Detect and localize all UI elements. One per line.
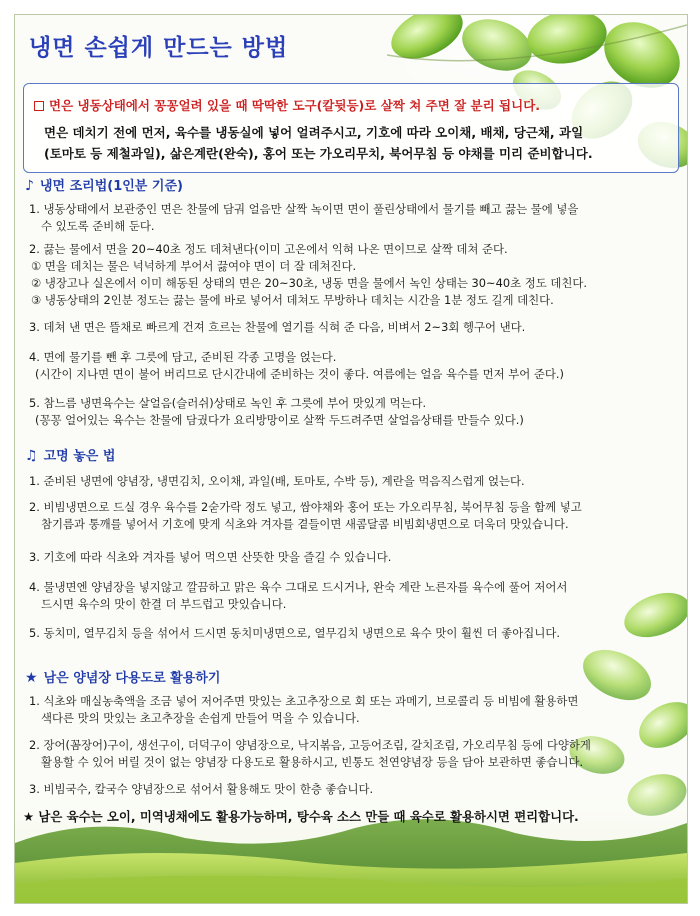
final-note-text: 남은 육수는 오이, 미역냉채에도 활용가능하며, 탕수육 소스 만들 때 육수로 활용하시면 편리합니다. — [38, 809, 579, 824]
item-line: ② 냉장고나 실온에서 이미 해동된 상태의 면은 20~30초, 냉동 면을 물에서 녹인 상태는 30~40초 정도 데친다. — [31, 276, 587, 290]
note-text: 면은 냉동상태에서 꽁꽁얼려 있을 때 딱딱한 도구(칼뒷등)로 살짝 쳐 주면 잘 분리 됩니다. — [49, 98, 541, 113]
music-note-icon: ♪ — [25, 178, 34, 194]
final-note — [23, 807, 683, 825]
item-line: 활용할 수 있어 버릴 것이 없는 양념장 다용도로 활용하시고, 빈통도 천연양념장 등을 담아 보관하면 좋습니다. — [41, 755, 584, 769]
item-line: (시간이 지나면 면이 불어 버리므로 단시간내에 준비하는 것이 좋다. 여름에는 얼음 육수를 먼저 부어 준다.) — [35, 367, 564, 381]
list-item — [27, 549, 667, 566]
prep-line: (토마토 등 제철과일), 삶은계란(완숙), 홍어 또는 가오리무치, 북어무침 등 야채를 미리 준비합니다. — [44, 146, 593, 161]
item-line: 5. 동치미, 열무김치 등을 섞어서 드시면 동치미냉면으로, 열무김치 냉면으로 육수 맛이 훨씬 더 좋아집니다. — [29, 626, 560, 640]
item-line: 참기름과 통깨를 넣어서 기호에 맞게 식초와 겨자를 곁들이면 새콤달콤 비빔회냉면으로 더욱더 맛있습니다. — [41, 517, 569, 531]
item-line: 4. 면에 물기를 뺀 후 그릇에 담고, 준비된 각종 고명을 얹는다. — [29, 350, 337, 364]
item-line: 5. 참느름 냉면육수는 살얼음(슬러쉬)상태로 녹인 후 그릇에 부어 맛있게 먹는다. — [29, 396, 427, 410]
intro-box — [23, 83, 679, 173]
list-item — [27, 319, 667, 336]
item-line: 1. 준비된 냉면에 양념장, 냉면김치, 오이채, 과일(배, 토마토, 수박 등), 계란을 먹음직스럽게 얹는다. — [29, 474, 525, 488]
square-bullet-icon — [34, 101, 44, 111]
list-item — [27, 349, 667, 383]
item-line: 드시면 육수의 맛이 한결 더 부드럽고 맛있습니다. — [41, 597, 287, 611]
list-item — [27, 579, 667, 613]
item-line: 2. 끓는 물에서 면을 20~40초 정도 데쳐낸다(이미 고온에서 익혀 나온 면이므로 살짝 데쳐 준다. — [29, 242, 508, 256]
green-hills-landscape — [15, 783, 687, 903]
prep-line: 면은 데치기 전에 먼저, 육수를 냉동실에 넣어 얼려주시고, 기호에 따라 오이채, 배채, 당근채, 과일 — [44, 125, 584, 140]
section-heading-text: 냉면 조리법(1인분 기준) — [39, 179, 183, 194]
list-item — [27, 499, 667, 533]
item-line: ③ 냉동상태의 2인분 정도는 끓는 물에 바로 넣어서 데쳐도 무방하나 데치는 시간을 1분 정도 길게 데친다. — [31, 293, 554, 307]
list-item — [27, 737, 667, 771]
section-heading-sauce — [25, 667, 220, 686]
item-line: 4. 물냉면엔 양념장을 넣지않고 깔끔하고 맑은 육수 그대로 드시거나, 완숙 계란 노른자를 육수에 풀어 저어서 — [29, 580, 568, 594]
item-line: 3. 데쳐 낸 면은 뜰채로 빠르게 건져 흐르는 찬물에 열기를 식혀 준 다음, 비벼서 2~3회 헹구어 낸다. — [29, 320, 526, 334]
star-icon: ★ — [25, 670, 38, 686]
section-heading-text: 남은 양념장 다용도로 활용하기 — [43, 671, 221, 686]
star-icon: ★ — [23, 809, 39, 824]
page-title: 냉면 손쉽게 만드는 방법 — [29, 35, 289, 61]
page — [14, 14, 688, 904]
item-line: 1. 식초와 매실농축액을 조금 넣어 저어주면 맛있는 초고추장으로 회 또는 과메기, 브로콜리 등 비빔에 활용하면 — [29, 694, 579, 708]
section-heading-garnish — [25, 445, 115, 464]
item-line: ① 면을 데치는 물은 넉넉하게 부어서 끓여야 면이 더 잘 데쳐진다. — [31, 259, 357, 273]
list-item — [27, 241, 667, 309]
item-line: 수 있도록 준비해 둔다. — [41, 219, 155, 233]
section-heading-text: 고명 놓은 법 — [43, 449, 116, 464]
item-line: 2. 비빔냉면으로 드실 경우 육수를 2숟가락 정도 넣고, 쌈야채와 홍어 또는 가오리무침, 북어무침 등을 함께 넣고 — [29, 500, 582, 514]
section-heading-recipe — [25, 175, 183, 194]
item-line: 3. 기호에 따라 식초와 겨자를 넣어 먹으면 산뜻한 맛을 즐길 수 있습니다. — [29, 550, 392, 564]
item-line: 2. 장어(꼼장어)구이, 생선구이, 더덕구이 양념장으로, 낙지볶음, 고등어조림, 갈치조림, 가오리무침 등에 다양하게 — [29, 738, 591, 752]
list-item — [27, 693, 667, 727]
item-line: (꽁꽁 얼어있는 육수는 찬물에 담궜다가 요리방망이로 살짝 두드려주면 살얼음상태를 만들수 있다.) — [35, 413, 524, 427]
separation-note — [34, 96, 540, 114]
list-item — [27, 201, 667, 235]
music-note-icon: ♫ — [25, 448, 38, 464]
list-item — [27, 781, 667, 798]
item-line: 색다른 맛의 맛있는 초고추장을 손쉽게 만들어 먹을 수 있습니다. — [41, 711, 360, 725]
list-item — [27, 473, 667, 490]
list-item — [27, 625, 667, 642]
item-line: 1. 냉동상태에서 보관중인 면은 찬물에 담궈 얼음만 살짝 녹이면 면이 풀린상태에서 물기를 빼고 끓는 물에 넣을 — [29, 202, 579, 216]
list-item — [27, 395, 667, 429]
prep-text — [44, 122, 674, 164]
item-line: 3. 비빔국수, 칼국수 양념장으로 섞어서 활용해도 맛이 한층 좋습니다. — [29, 782, 374, 796]
